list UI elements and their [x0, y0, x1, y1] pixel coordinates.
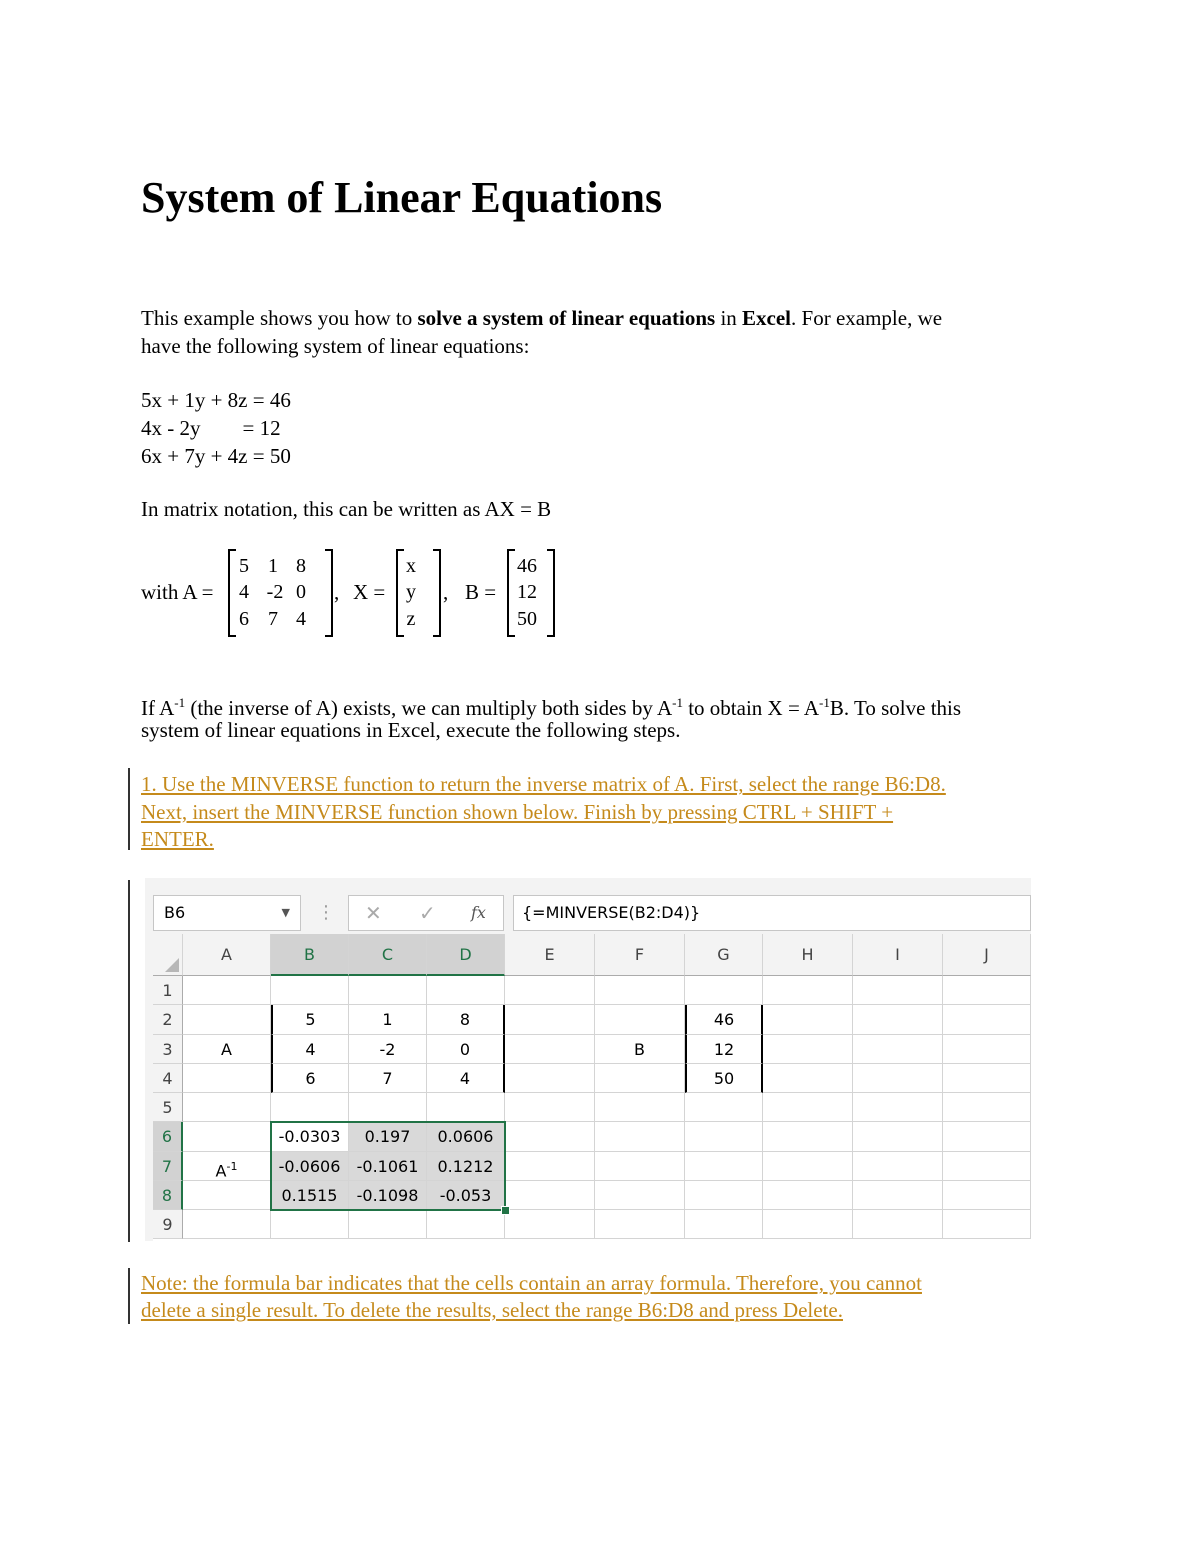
name-box[interactable]: [153, 895, 301, 931]
cell-g7[interactable]: [685, 1152, 763, 1181]
cell-h9[interactable]: [763, 1210, 853, 1239]
row-header-1[interactable]: 1: [153, 976, 183, 1005]
change-bar: [128, 1268, 130, 1324]
matrix-x-right-bracket: [433, 549, 441, 637]
cell-b3[interactable]: 4: [271, 1035, 349, 1064]
cell-e1[interactable]: [505, 976, 595, 1005]
matrix-a-cell: -2: [266, 581, 284, 603]
cell-e4[interactable]: [505, 1064, 595, 1093]
b-eq-label: B =: [465, 580, 497, 604]
cell-a3[interactable]: A: [183, 1035, 271, 1064]
cell-a6[interactable]: [183, 1122, 271, 1151]
cell-h2[interactable]: [763, 1005, 853, 1034]
x-eq-label: X =: [353, 580, 386, 604]
row-header-6[interactable]: 6: [153, 1122, 183, 1151]
cell-b1[interactable]: [271, 976, 349, 1005]
column-header-a[interactable]: A: [183, 934, 271, 976]
cell-e9[interactable]: [505, 1210, 595, 1239]
cell-f1[interactable]: [595, 976, 685, 1005]
step1-line-2: Next, insert the MINVERSE function shown below. Finish by pressing CTRL + SHIFT +: [141, 800, 894, 824]
cell-j7[interactable]: [943, 1152, 1031, 1181]
matrix-x-cell: y: [406, 581, 416, 603]
cell-f3[interactable]: B: [595, 1035, 685, 1064]
cancel-icon[interactable]: ✕: [365, 901, 382, 925]
cell-j3[interactable]: [943, 1035, 1031, 1064]
cell-g1[interactable]: [685, 976, 763, 1005]
row-header-9[interactable]: 9: [153, 1210, 183, 1239]
formula-bar[interactable]: [513, 895, 1031, 931]
equation-3: 6x + 7y + 4z = 50: [141, 444, 291, 468]
cell-b7[interactable]: -0.0606: [271, 1152, 349, 1181]
cell-a8[interactable]: [183, 1181, 271, 1210]
cell-d6[interactable]: 0.0606: [427, 1122, 505, 1151]
cell-d3[interactable]: 0: [427, 1035, 505, 1064]
matrix-b-cell: 12: [517, 581, 537, 603]
cell-c2[interactable]: 1: [349, 1005, 427, 1034]
cell-h7[interactable]: [763, 1152, 853, 1181]
superscript-minus-one: -1: [226, 1159, 238, 1173]
matrix-a-cell: 4: [239, 581, 249, 603]
row-header-3[interactable]: 3: [153, 1035, 183, 1064]
cell-g9[interactable]: [685, 1210, 763, 1239]
cell-e2[interactable]: [505, 1005, 595, 1034]
matrix-intro: In matrix notation, this can be written as AX = B: [141, 497, 552, 521]
inverse-line-2: system of linear equations in Excel, execute the following steps.: [141, 718, 681, 742]
cell-f9[interactable]: [595, 1210, 685, 1239]
cell-f6[interactable]: [595, 1122, 685, 1151]
comma: ,: [443, 580, 449, 604]
fill-handle[interactable]: [501, 1206, 510, 1215]
matrix-a-cell: 8: [296, 555, 306, 577]
step1-line-1: 1. Use the MINVERSE function to return the inverse matrix of A. First, select the range B6:D8.: [141, 772, 946, 796]
column-header-b[interactable]: B: [271, 934, 349, 976]
cell-f2[interactable]: [595, 1005, 685, 1034]
cell-e8[interactable]: [505, 1181, 595, 1210]
cell-c4[interactable]: 7: [349, 1064, 427, 1093]
cell-g3[interactable]: 12: [685, 1035, 763, 1064]
cell-j4[interactable]: [943, 1064, 1031, 1093]
cell-h8[interactable]: [763, 1181, 853, 1210]
cell-a7-text: A: [215, 1160, 227, 1180]
cell-d8[interactable]: -0.053: [427, 1181, 505, 1210]
cell-a7[interactable]: [183, 1152, 271, 1181]
column-header-c[interactable]: C: [349, 934, 427, 976]
cell-e5[interactable]: [505, 1093, 595, 1122]
cell-c7[interactable]: -0.1061: [349, 1152, 427, 1181]
cell-c8[interactable]: -0.1098: [349, 1181, 427, 1210]
cell-a4[interactable]: [183, 1064, 271, 1093]
column-header-g[interactable]: G: [685, 934, 763, 976]
column-header-j[interactable]: J: [943, 934, 1031, 976]
cell-a9[interactable]: [183, 1210, 271, 1239]
cell-d1[interactable]: [427, 976, 505, 1005]
matrix-a-cell: 6: [239, 608, 249, 630]
matrix-notation: [0, 545, 600, 640]
matrix-x-cell: z: [406, 608, 416, 630]
cell-i1[interactable]: [853, 976, 943, 1005]
select-all-corner[interactable]: [153, 934, 183, 976]
step1-line-3: ENTER.: [141, 827, 214, 851]
matrix-x-cell: x: [406, 555, 416, 577]
cell-h3[interactable]: [763, 1035, 853, 1064]
cell-c1[interactable]: [349, 976, 427, 1005]
intro-line-1: This example shows you how to solve a system of linear equations in Excel. For example, we: [141, 306, 943, 330]
cell-e3[interactable]: [505, 1035, 595, 1064]
cell-a5[interactable]: [183, 1093, 271, 1122]
cell-i3[interactable]: [853, 1035, 943, 1064]
matrix-b-cell: 50: [517, 608, 537, 630]
cell-b8[interactable]: 0.1515: [271, 1181, 349, 1210]
matrix-b-right-bracket: [547, 549, 555, 637]
chevron-down-icon[interactable]: ▼: [281, 906, 290, 919]
cell-c3[interactable]: -2: [349, 1035, 427, 1064]
cell-i9[interactable]: [853, 1210, 943, 1239]
cell-g8[interactable]: [685, 1181, 763, 1210]
formula-bar-value: {=MINVERSE(B2:D4)}: [522, 903, 701, 922]
cell-f4[interactable]: [595, 1064, 685, 1093]
cell-h4[interactable]: [763, 1064, 853, 1093]
cell-e6[interactable]: [505, 1122, 595, 1151]
equation-1: 5x + 1y + 8z = 46: [141, 388, 291, 412]
column-header-f[interactable]: F: [595, 934, 685, 976]
matrix-a-cell: 7: [268, 608, 278, 630]
cell-g6[interactable]: [685, 1122, 763, 1151]
column-header-d[interactable]: D: [427, 934, 505, 976]
cell-i2[interactable]: [853, 1005, 943, 1034]
matrix-a-right-bracket: [325, 549, 333, 637]
name-box-value: B6: [164, 903, 186, 922]
cell-g4[interactable]: 50: [685, 1064, 763, 1093]
cell-j8[interactable]: [943, 1181, 1031, 1210]
cell-c5[interactable]: [349, 1093, 427, 1122]
cell-e7[interactable]: [505, 1152, 595, 1181]
matrix-a-cell: 0: [296, 581, 306, 603]
cell-c6[interactable]: 0.197: [349, 1122, 427, 1151]
column-header-i[interactable]: I: [853, 934, 943, 976]
cell-d5[interactable]: [427, 1093, 505, 1122]
comma: ,: [334, 580, 340, 604]
inverse-line-1: If $A^{-1}$ (the inverse of A) exists, we can multiply both sides by $A^{-1}$ to obtain $X = A^{-1}B$. To solve this: [141, 695, 962, 720]
cell-d2[interactable]: 8: [427, 1005, 505, 1034]
cell-j6[interactable]: [943, 1122, 1031, 1151]
change-bar: [128, 768, 130, 850]
cell-i4[interactable]: [853, 1064, 943, 1093]
cell-j2[interactable]: [943, 1005, 1031, 1034]
matrix-a-cell: 5: [239, 555, 249, 577]
matrix-a-cell: 1: [268, 555, 278, 577]
cell-b5[interactable]: [271, 1093, 349, 1122]
insert-function-icon[interactable]: fx: [471, 903, 486, 922]
cell-a2[interactable]: [183, 1005, 271, 1034]
row-header-4[interactable]: 4: [153, 1064, 183, 1093]
cell-h6[interactable]: [763, 1122, 853, 1151]
row-header-8[interactable]: 8: [153, 1181, 183, 1210]
column-header-h[interactable]: H: [763, 934, 853, 976]
cell-d7[interactable]: 0.1212: [427, 1152, 505, 1181]
cell-d4[interactable]: 4: [427, 1064, 505, 1093]
page-title: System of Linear Equations: [141, 173, 663, 222]
cell-h5[interactable]: [763, 1093, 853, 1122]
cell-j9[interactable]: [943, 1210, 1031, 1239]
equation-2: 4x - 2y = 12: [141, 416, 281, 440]
excel-screenshot: [145, 878, 1031, 1241]
matrix-a-cell: 4: [296, 608, 306, 630]
cell-i6[interactable]: [853, 1122, 943, 1151]
enter-check-icon[interactable]: ✓: [419, 901, 436, 925]
row-header-7[interactable]: 7: [153, 1152, 183, 1181]
change-bar: [128, 880, 130, 1242]
cell-j1[interactable]: [943, 976, 1031, 1005]
cell-b4[interactable]: 6: [271, 1064, 349, 1093]
cell-a1[interactable]: [183, 976, 271, 1005]
cell-f5[interactable]: [595, 1093, 685, 1122]
cell-c9[interactable]: [349, 1210, 427, 1239]
cell-f8[interactable]: [595, 1181, 685, 1210]
cell-d9[interactable]: [427, 1210, 505, 1239]
note-line-2: delete a single result. To delete the results, select the range B6:D8 and press Delete.: [141, 1298, 843, 1322]
matrix-b-cell: 46: [517, 555, 537, 577]
row-header-5[interactable]: 5: [153, 1093, 183, 1122]
note-line-1: Note: the formula bar indicates that the cells contain an array formula. Therefore, you cannot: [141, 1271, 922, 1295]
column-header-e[interactable]: E: [505, 934, 595, 976]
row-header-2[interactable]: 2: [153, 1005, 183, 1034]
cell-b2[interactable]: 5: [271, 1005, 349, 1034]
worksheet-grid: [153, 934, 1031, 1241]
cell-b9[interactable]: [271, 1210, 349, 1239]
cell-j5[interactable]: [943, 1093, 1031, 1122]
cell-h1[interactable]: [763, 976, 853, 1005]
cell-i7[interactable]: [853, 1152, 943, 1181]
cell-i5[interactable]: [853, 1093, 943, 1122]
cell-g2[interactable]: 46: [685, 1005, 763, 1034]
cell-i8[interactable]: [853, 1181, 943, 1210]
formula-buttons: [348, 895, 504, 931]
vertical-dots-icon: ⋮: [317, 902, 335, 923]
with-a-label: with A =: [141, 580, 214, 604]
cell-b6[interactable]: -0.0303: [271, 1122, 349, 1151]
cell-f7[interactable]: [595, 1152, 685, 1181]
intro-line-2: have the following system of linear equations:: [141, 334, 530, 358]
cell-g5[interactable]: [685, 1093, 763, 1122]
